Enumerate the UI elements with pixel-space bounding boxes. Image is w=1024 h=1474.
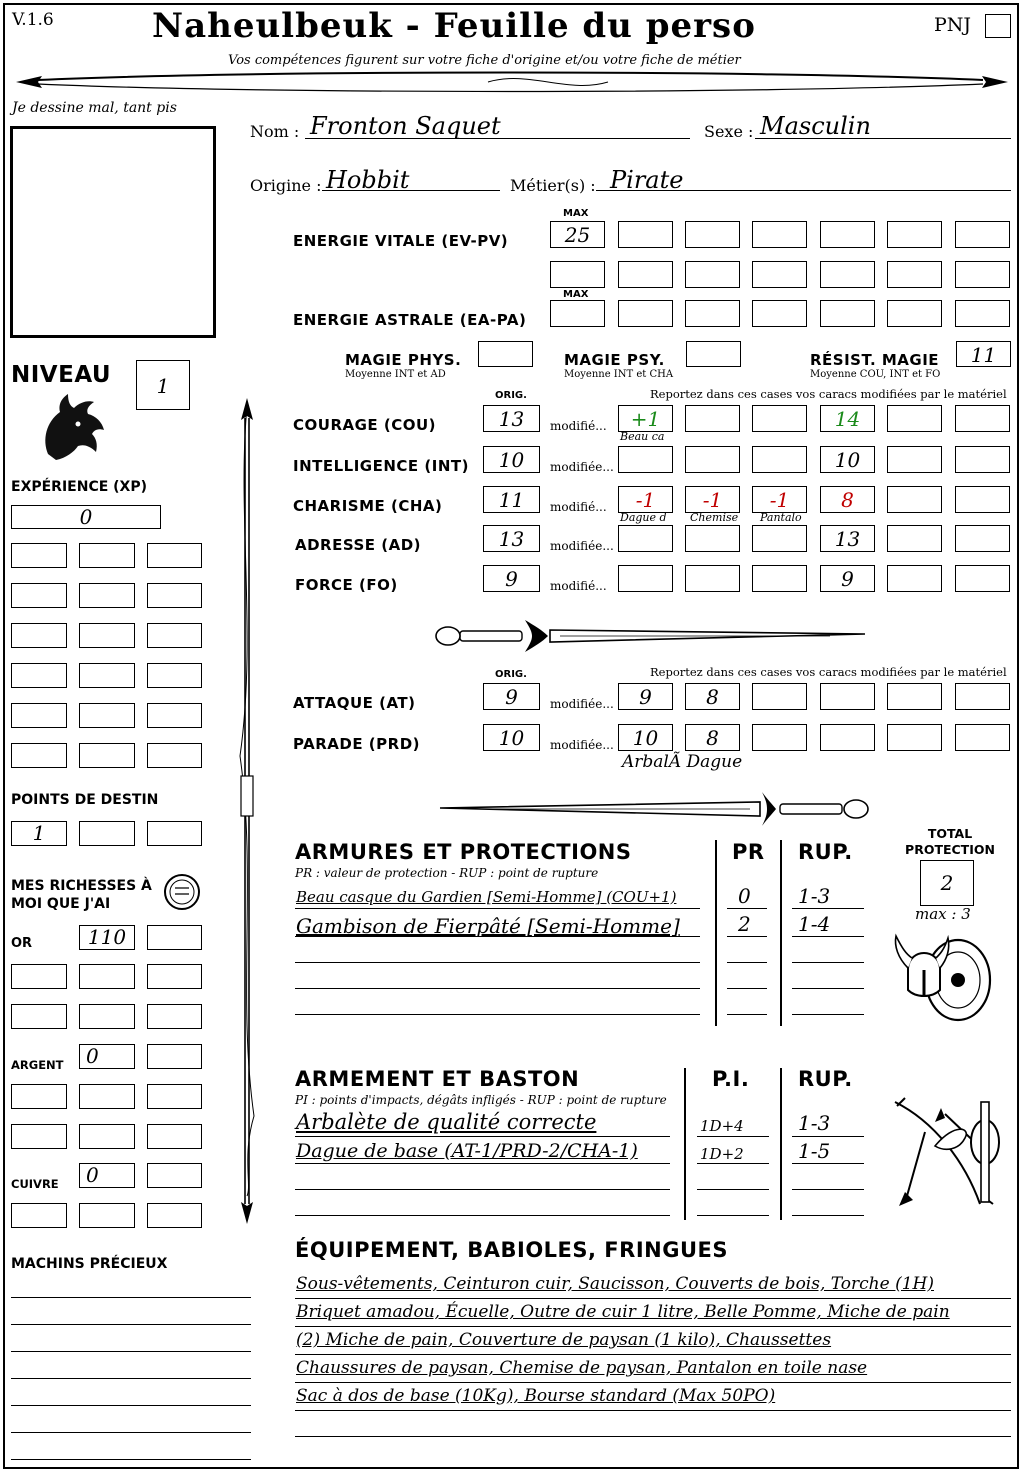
xp-grid-box[interactable] — [79, 703, 135, 728]
page-title: Naheulbeuk - Feuille du perso — [152, 6, 756, 46]
charisme-mod-box-6[interactable] — [955, 486, 1010, 513]
ev-box[interactable] — [955, 261, 1010, 288]
ev-box[interactable] — [550, 261, 605, 288]
charisme-mod-box-4[interactable]: 8 — [820, 486, 875, 513]
total-protection-box[interactable]: 2 — [920, 860, 974, 906]
ea-box[interactable] — [752, 300, 807, 327]
weapon-line[interactable] — [792, 1189, 864, 1190]
attaque-mod-box-5[interactable] — [887, 683, 942, 710]
courage-modif-label: modifié... — [550, 419, 607, 433]
ea-max-label: MAX — [563, 289, 589, 300]
weapon-row-pi[interactable]: 1D+2 — [700, 1145, 744, 1163]
combat-orig-label: ORIG. — [495, 669, 527, 680]
force-label: FORCE (FO) — [295, 576, 398, 594]
ea-box[interactable] — [887, 300, 942, 327]
armor-line[interactable] — [727, 1014, 767, 1015]
equipment-line-text[interactable]: Sous-vêtements, Ceinturon cuir, Saucisson, Couverts de bois, Torche (1H) — [296, 1274, 934, 1294]
ev-box[interactable] — [820, 261, 875, 288]
ev-max-label: MAX — [563, 208, 589, 219]
pnj-label: PNJ — [934, 14, 972, 36]
or-box[interactable] — [79, 1004, 135, 1029]
parade-mod-box-4[interactable] — [820, 724, 875, 751]
parade-mod-box-2[interactable]: 8 — [685, 724, 740, 751]
charisme-mod-note-2: Chemise — [690, 511, 739, 524]
version-label: V.1.6 — [12, 10, 54, 30]
ev-box[interactable] — [820, 221, 875, 248]
machins-line[interactable] — [11, 1324, 251, 1325]
armor-line — [727, 936, 767, 937]
magie-phys-box[interactable] — [478, 341, 533, 367]
total-protection-label: TOTAL PROTECTION — [905, 826, 995, 857]
spear-divider-icon — [8, 66, 1016, 98]
weapon-row-name[interactable]: Dague de base (AT-1/PRD-2/CHA-1) — [296, 1140, 638, 1162]
equipment-line-text[interactable]: Briquet amadou, Écuelle, Outre de cuir 1 litre, Belle Pomme, Miche de pain — [296, 1302, 950, 1322]
armor-sub: PR : valeur de protection - RUP : point de rupture — [295, 866, 599, 880]
ev-box[interactable] — [955, 221, 1010, 248]
charisme-mod-note-3: Pantalo — [760, 511, 802, 524]
armor-row-name[interactable]: Beau casque du Gardien [Semi-Homme] (COU+1) — [296, 888, 677, 906]
charisme-mod-box-5[interactable] — [887, 486, 942, 513]
weapons-illustration-icon — [885, 1092, 1007, 1216]
xp-grid-box[interactable] — [79, 663, 135, 688]
cuivre-box[interactable] — [79, 1203, 135, 1228]
origine-field[interactable]: Hobbit — [326, 166, 410, 194]
armor-row-rup[interactable]: 1-3 — [798, 884, 831, 908]
weapon-line — [295, 1163, 670, 1164]
ev-box[interactable] — [685, 221, 740, 248]
argent-box[interactable] — [79, 1084, 135, 1109]
ev-box-max[interactable]: 25 — [550, 221, 605, 248]
armor-col-divider — [780, 840, 782, 1026]
cuivre-box[interactable]: 0 — [79, 1163, 135, 1188]
ev-label: ENERGIE VITALE (EV-PV) — [293, 232, 509, 250]
armor-line[interactable] — [727, 962, 767, 963]
argent-box[interactable] — [147, 1124, 202, 1149]
armor-col-divider — [715, 840, 717, 1026]
xp-grid-box[interactable] — [79, 583, 135, 608]
xp-grid-box[interactable] — [147, 663, 202, 688]
weapon-line — [792, 1163, 864, 1164]
xp-label: EXPÉRIENCE (XP) — [11, 479, 148, 495]
or-box[interactable] — [147, 925, 202, 950]
attaque-mod-box-3[interactable] — [752, 683, 807, 710]
parade-mod-box-6[interactable] — [955, 724, 1010, 751]
argent-box[interactable] — [147, 1084, 202, 1109]
weapons-col-divider — [684, 1068, 686, 1220]
adresse-mod-box-2[interactable] — [685, 525, 740, 552]
ea-box[interactable] — [618, 300, 673, 327]
armor-row-name[interactable]: Gambison de Fierpâté [Semi-Homme] — [296, 914, 680, 938]
attaque-modif-label: modifiée... — [550, 697, 614, 711]
force-mod-box-4[interactable]: 9 — [820, 565, 875, 592]
ea-box-max[interactable] — [550, 300, 605, 327]
intelligence-mod-box-4[interactable]: 10 — [820, 446, 875, 473]
weapon-row-pi[interactable]: 1D+4 — [700, 1117, 744, 1135]
adresse-mod-box-4[interactable]: 13 — [820, 525, 875, 552]
weapon-row-rup[interactable]: 1-3 — [798, 1111, 831, 1135]
ea-label: ENERGIE ASTRALE (EA-PA) — [293, 311, 527, 329]
equipment-line — [295, 1326, 1011, 1327]
armor-line — [727, 908, 767, 909]
adresse-orig-box[interactable]: 13 — [483, 525, 540, 552]
force-mod-box-3[interactable] — [752, 565, 807, 592]
equipment-line[interactable] — [295, 1436, 1011, 1437]
charisme-mod-box-2[interactable]: -1 — [685, 486, 740, 513]
cuivre-box[interactable] — [147, 1163, 202, 1188]
armor-line — [295, 908, 700, 909]
charisme-mod-box-3[interactable]: -1 — [752, 486, 807, 513]
spear-icon — [232, 396, 262, 1226]
destin-box[interactable] — [79, 821, 135, 846]
courage-mod-box-5[interactable] — [887, 405, 942, 432]
armor-line[interactable] — [295, 962, 700, 963]
magie-psy-sub: Moyenne INT et CHA — [564, 369, 674, 380]
equipment-line-text[interactable]: (2) Miche de pain, Couverture de paysan (1 kilo), Chaussettes — [296, 1330, 832, 1350]
weapon-line[interactable] — [697, 1215, 769, 1216]
intelligence-mod-box-3[interactable] — [752, 446, 807, 473]
resist-magie-label: RÉSIST. MAGIE — [810, 351, 940, 369]
weapon-line — [295, 1136, 670, 1137]
weapon-line — [697, 1163, 769, 1164]
argent-label: ARGENT — [11, 1058, 64, 1072]
armor-rup-label: RUP. — [798, 840, 853, 864]
ev-box[interactable] — [618, 261, 673, 288]
attaque-mod-box-4[interactable] — [820, 683, 875, 710]
resist-magie-box[interactable]: 11 — [956, 341, 1011, 367]
or-box[interactable] — [11, 964, 67, 989]
adresse-modif-label: modifiée... — [550, 539, 614, 553]
armor-row-pr[interactable]: 2 — [738, 912, 751, 936]
adresse-mod-box-1[interactable] — [618, 525, 673, 552]
parade-mod-box-5[interactable] — [887, 724, 942, 751]
ev-box[interactable] — [685, 261, 740, 288]
sexe-field[interactable]: Masculin — [760, 112, 871, 140]
equipment-line — [295, 1298, 1011, 1299]
courage-mod-box-3[interactable] — [752, 405, 807, 432]
magie-phys-label: MAGIE PHYS. — [345, 351, 462, 369]
pnj-checkbox[interactable] — [985, 14, 1011, 38]
cuivre-label: CUIVRE — [11, 1177, 59, 1191]
charisme-modif-label: modifié... — [550, 500, 607, 514]
intelligence-mod-box-6[interactable] — [955, 446, 1010, 473]
origine-label: Origine : — [250, 176, 322, 195]
xp-grid-box[interactable] — [11, 663, 67, 688]
parade-mod-box-3[interactable] — [752, 724, 807, 751]
intelligence-label: INTELLIGENCE (INT) — [293, 457, 469, 475]
armor-line — [792, 908, 864, 909]
courage-mod-box-2[interactable] — [685, 405, 740, 432]
force-mod-box-2[interactable] — [685, 565, 740, 592]
parade-modif-label: modifiée... — [550, 738, 614, 752]
parade-label: PARADE (PRD) — [293, 735, 421, 753]
portrait-box[interactable] — [10, 126, 216, 338]
argent-box[interactable] — [11, 1124, 67, 1149]
adresse-mod-box-3[interactable] — [752, 525, 807, 552]
force-orig-box[interactable]: 9 — [483, 565, 540, 592]
metier-field[interactable]: Pirate — [610, 166, 684, 194]
armor-row-pr[interactable]: 0 — [738, 884, 751, 908]
intelligence-mod-box-5[interactable] — [887, 446, 942, 473]
coin-icon — [162, 872, 202, 912]
helmet-shield-icon — [888, 928, 1000, 1028]
armor-line[interactable] — [792, 988, 864, 989]
weapons-sub: PI : points d'impacts, dégâts infligés - RUP : point de rupture — [295, 1093, 667, 1107]
xp-grid-box[interactable] — [11, 543, 67, 568]
xp-box[interactable]: 0 — [11, 505, 161, 529]
ea-box[interactable] — [685, 300, 740, 327]
combat-note: Reportez dans ces cases vos caracs modifiées par le matériel — [650, 665, 1007, 679]
metier-label: Métier(s) : — [510, 176, 596, 195]
xp-grid-box[interactable] — [11, 703, 67, 728]
equipment-line-text[interactable]: Sac à dos de base (10Kg), Bourse standard (Max 50PO) — [296, 1386, 776, 1406]
or-box[interactable] — [11, 1004, 67, 1029]
machins-line[interactable] — [11, 1432, 251, 1433]
weapon-line — [792, 1136, 864, 1137]
courage-mod-box-4[interactable]: 14 — [820, 405, 875, 432]
dragon-icon — [38, 392, 108, 464]
xp-grid-box[interactable] — [79, 543, 135, 568]
armor-line — [792, 936, 864, 937]
charisme-mod-box-1[interactable]: -1 — [618, 486, 673, 513]
armor-line — [295, 936, 700, 937]
weapon-note: ArbalÃ Dague — [622, 752, 743, 772]
xp-grid-box[interactable] — [147, 543, 202, 568]
courage-mod-box-1[interactable]: +1 — [618, 405, 673, 432]
machins-line[interactable] — [11, 1351, 251, 1352]
page-subtitle: Vos compétences figurent sur votre fiche d'origine et/ou votre fiche de métier — [228, 53, 741, 68]
weapons-pi-label: P.I. — [712, 1067, 750, 1091]
weapon-line — [697, 1136, 769, 1137]
or-box[interactable]: 110 — [79, 925, 135, 950]
armor-line[interactable] — [295, 988, 700, 989]
force-modif-label: modifié... — [550, 579, 607, 593]
force-mod-box-5[interactable] — [887, 565, 942, 592]
charisme-orig-box[interactable]: 11 — [483, 486, 540, 513]
portrait-label: Je dessine mal, tant pis — [12, 100, 177, 116]
equipment-line — [295, 1410, 1011, 1411]
ea-box[interactable] — [820, 300, 875, 327]
armor-line[interactable] — [295, 1014, 700, 1015]
destin-label: POINTS DE DESTIN — [11, 792, 159, 808]
machins-label: MACHINS PRÉCIEUX — [11, 1256, 168, 1272]
equipment-line — [295, 1354, 1011, 1355]
courage-label: COURAGE (COU) — [293, 416, 437, 434]
ea-box[interactable] — [955, 300, 1010, 327]
charisme-label: CHARISME (CHA) — [293, 497, 443, 515]
intelligence-mod-box-2[interactable] — [685, 446, 740, 473]
xp-grid-box[interactable] — [79, 623, 135, 648]
weapon-row-name[interactable]: Arbalète de qualité correcte — [296, 1110, 597, 1134]
xp-grid-box[interactable] — [147, 623, 202, 648]
or-box[interactable] — [147, 1004, 202, 1029]
force-mod-box-1[interactable] — [618, 565, 673, 592]
attaque-mod-box-2[interactable]: 8 — [685, 683, 740, 710]
xp-grid-box[interactable] — [147, 703, 202, 728]
cuivre-box[interactable] — [147, 1203, 202, 1228]
charisme-mod-note-1: Dague d — [620, 511, 667, 524]
max-protection-note: max : 3 — [915, 905, 971, 923]
courage-mod-note-1: Beau ca — [620, 430, 665, 443]
or-box[interactable] — [79, 964, 135, 989]
ev-box[interactable] — [887, 221, 942, 248]
argent-box[interactable] — [79, 1124, 135, 1149]
weapons-rup-label: RUP. — [798, 1067, 853, 1091]
intelligence-orig-box[interactable]: 10 — [483, 446, 540, 473]
destin-box[interactable] — [147, 821, 202, 846]
cuivre-box[interactable] — [11, 1203, 67, 1228]
machins-line[interactable] — [11, 1459, 251, 1460]
ev-box[interactable] — [887, 261, 942, 288]
xp-grid-box[interactable] — [11, 623, 67, 648]
xp-grid-box[interactable] — [11, 743, 67, 768]
machins-line[interactable] — [11, 1378, 251, 1379]
xp-grid-box[interactable] — [147, 583, 202, 608]
weapons-title: ARMEMENT ET BASTON — [295, 1067, 580, 1091]
richesses-label: MES RICHESSES À MOI QUE J'AI — [11, 878, 152, 912]
armor-pr-label: PR — [732, 840, 765, 864]
or-label: OR — [11, 936, 33, 951]
sword-icon — [430, 786, 880, 832]
courage-orig-box[interactable]: 13 — [483, 405, 540, 432]
attaque-mod-box-1[interactable]: 9 — [618, 683, 673, 710]
equipment-line-text[interactable]: Chaussures de paysan, Chemise de paysan, Pantalon en toile nase — [296, 1358, 868, 1378]
intelligence-modif-label: modifiée... — [550, 460, 614, 474]
xp-grid-box[interactable] — [11, 583, 67, 608]
adresse-label: ADRESSE (AD) — [295, 536, 422, 554]
attaque-mod-box-6[interactable] — [955, 683, 1010, 710]
resist-magie-sub: Moyenne COU, INT et FO — [810, 369, 941, 380]
intelligence-mod-box-1[interactable] — [618, 446, 673, 473]
argent-box[interactable] — [147, 1044, 202, 1069]
parade-mod-box-1[interactable]: 10 — [618, 724, 673, 751]
armor-title: ARMURES ET PROTECTIONS — [295, 840, 632, 864]
equipment-title: ÉQUIPEMENT, BABIOLES, FRINGUES — [295, 1238, 728, 1262]
destin-box[interactable]: 1 — [11, 821, 67, 846]
armor-row-rup[interactable]: 1-4 — [798, 912, 831, 936]
nom-field[interactable]: Fronton Saquet — [310, 112, 501, 140]
weapon-line[interactable] — [697, 1189, 769, 1190]
nom-label: Nom : — [250, 122, 300, 141]
machins-line[interactable] — [11, 1297, 251, 1298]
niveau-label: NIVEAU — [11, 362, 112, 388]
equipment-line — [295, 1382, 1011, 1383]
ev-box[interactable] — [752, 221, 807, 248]
niveau-box[interactable]: 1 — [136, 360, 190, 410]
weapon-row-rup[interactable]: 1-5 — [798, 1139, 831, 1163]
magie-psy-label: MAGIE PSY. — [564, 351, 665, 369]
ev-box[interactable] — [752, 261, 807, 288]
armor-line[interactable] — [792, 1014, 864, 1015]
adresse-mod-box-5[interactable] — [887, 525, 942, 552]
weapons-col-divider — [780, 1068, 782, 1220]
or-box[interactable] — [147, 964, 202, 989]
argent-box[interactable] — [11, 1084, 67, 1109]
xp-grid-box[interactable] — [79, 743, 135, 768]
stats-orig-label: ORIG. — [495, 390, 527, 401]
courage-mod-box-6[interactable] — [955, 405, 1010, 432]
sword-icon — [430, 612, 880, 658]
weapon-line[interactable] — [295, 1215, 670, 1216]
machins-line[interactable] — [11, 1405, 251, 1406]
magie-phys-sub: Moyenne INT et AD — [345, 369, 446, 380]
ev-box[interactable] — [618, 221, 673, 248]
attaque-orig-box[interactable]: 9 — [483, 683, 540, 710]
sexe-label: Sexe : — [704, 122, 754, 141]
attaque-label: ATTAQUE (AT) — [293, 694, 416, 712]
force-mod-box-6[interactable] — [955, 565, 1010, 592]
armor-line[interactable] — [727, 988, 767, 989]
adresse-mod-box-6[interactable] — [955, 525, 1010, 552]
armor-line[interactable] — [792, 962, 864, 963]
weapon-line[interactable] — [792, 1215, 864, 1216]
weapon-line[interactable] — [295, 1189, 670, 1190]
argent-box[interactable]: 0 — [79, 1044, 135, 1069]
parade-orig-box[interactable]: 10 — [483, 724, 540, 751]
xp-grid-box[interactable] — [147, 743, 202, 768]
stats-note: Reportez dans ces cases vos caracs modifiées par le matériel — [650, 387, 1007, 401]
magie-psy-box[interactable] — [686, 341, 741, 367]
